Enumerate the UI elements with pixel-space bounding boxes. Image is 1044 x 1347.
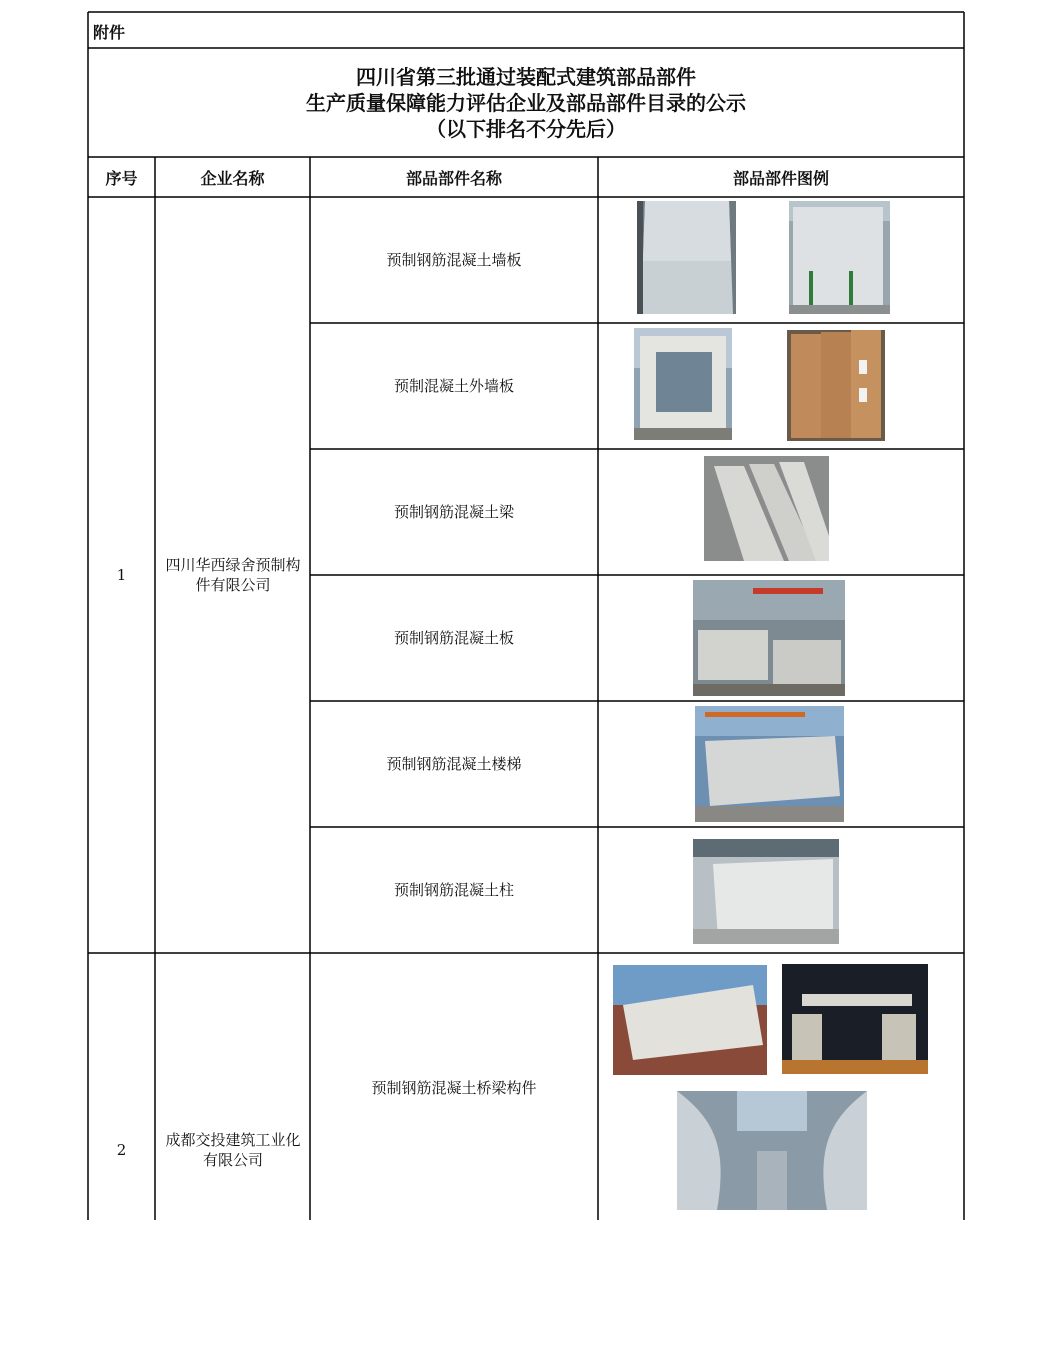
exterior-wall-photo [787, 330, 885, 441]
column-header-component: 部品部件名称 [405, 168, 502, 188]
component-name: 预制钢筋混凝土楼梯 [386, 755, 522, 773]
row-2-company: 成都交投建筑工业化有限公司 [165, 1131, 301, 1169]
attachment-label: 附件 [93, 23, 126, 42]
title-line-2: 生产质量保障能力评估企业及部品部件目录的公示 [306, 91, 746, 115]
component-name: 预制钢筋混凝土墙板 [386, 251, 522, 269]
component-name: 预制钢筋混凝土桥梁构件 [371, 1079, 537, 1097]
column-photo [693, 839, 839, 944]
row-2-seq: 2 [116, 1141, 127, 1159]
bridge-component-photo [613, 965, 767, 1075]
title-line-1: 四川省第三批通过装配式建筑部品部件 [356, 65, 696, 89]
component-name: 预制钢筋混凝土柱 [393, 881, 514, 899]
component-name: 预制钢筋混凝土梁 [393, 503, 514, 521]
bridge-component-photo [782, 964, 928, 1074]
stair-photo [695, 706, 844, 822]
row-1-company: 四川华西绿舍预制构件有限公司 [165, 556, 301, 594]
component-name: 预制混凝土外墙板 [393, 377, 514, 395]
column-header-company: 企业名称 [200, 168, 265, 188]
column-header-seq: 序号 [105, 168, 138, 188]
exterior-wall-photo [634, 328, 732, 440]
column-header-illustration: 部品部件图例 [732, 168, 829, 188]
document-title [88, 64, 964, 142]
title-line-3: （以下排名不分先后） [426, 117, 626, 141]
component-name: 预制钢筋混凝土板 [393, 629, 514, 647]
slab-photo [693, 580, 845, 696]
wall-panel-photo [789, 201, 890, 314]
beam-photo [704, 456, 829, 561]
wall-panel-photo [637, 201, 736, 314]
bridge-component-photo [677, 1091, 867, 1210]
row-1-seq: 1 [116, 566, 127, 584]
